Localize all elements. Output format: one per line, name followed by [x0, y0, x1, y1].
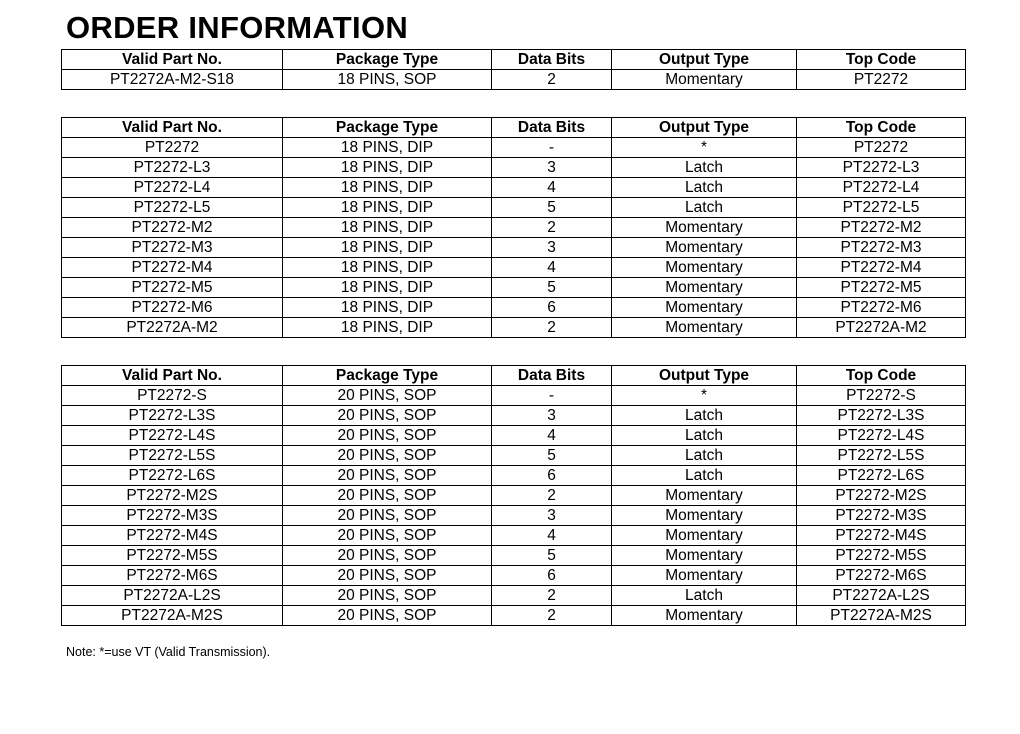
header-valid-part-no: Valid Part No.	[62, 50, 283, 70]
cell-valid-part-no: PT2272-M6S	[62, 566, 283, 586]
cell-top-code: PT2272-L4S	[797, 426, 966, 446]
cell-output-type: Latch	[612, 586, 797, 606]
cell-data-bits: 6	[492, 298, 612, 318]
cell-top-code: PT2272-M6	[797, 298, 966, 318]
cell-data-bits: 2	[492, 586, 612, 606]
cell-valid-part-no: PT2272-M4S	[62, 526, 283, 546]
cell-data-bits: 6	[492, 566, 612, 586]
cell-data-bits: 3	[492, 506, 612, 526]
order-table-dip-18	[61, 117, 966, 338]
table-row	[62, 566, 966, 586]
cell-output-type: Latch	[612, 426, 797, 446]
cell-package-type: 18 PINS, DIP	[283, 238, 492, 258]
order-table-sop-18	[61, 49, 966, 90]
cell-valid-part-no: PT2272-L4S	[62, 426, 283, 446]
cell-package-type: 18 PINS, DIP	[283, 318, 492, 338]
cell-package-type: 20 PINS, SOP	[283, 606, 492, 626]
cell-valid-part-no: PT2272-M3S	[62, 506, 283, 526]
cell-data-bits: 2	[492, 70, 612, 90]
cell-data-bits: 2	[492, 606, 612, 626]
table-body	[62, 70, 966, 90]
header-data-bits: Data Bits	[492, 366, 612, 386]
cell-output-type: Momentary	[612, 238, 797, 258]
cell-top-code: PT2272	[797, 138, 966, 158]
cell-top-code: PT2272-L5S	[797, 446, 966, 466]
cell-top-code: PT2272A-M2S	[797, 606, 966, 626]
cell-package-type: 20 PINS, SOP	[283, 546, 492, 566]
cell-data-bits: 4	[492, 258, 612, 278]
table-row	[62, 486, 966, 506]
cell-data-bits: 2	[492, 486, 612, 506]
cell-package-type: 18 PINS, DIP	[283, 138, 492, 158]
cell-top-code: PT2272A-M2	[797, 318, 966, 338]
footnote: Note: *=use VT (Valid Transmission).	[66, 645, 271, 659]
cell-package-type: 20 PINS, SOP	[283, 446, 492, 466]
cell-valid-part-no: PT2272	[62, 138, 283, 158]
cell-top-code: PT2272-L5	[797, 198, 966, 218]
cell-output-type: *	[612, 386, 797, 406]
cell-output-type: Momentary	[612, 70, 797, 90]
cell-package-type: 18 PINS, SOP	[283, 70, 492, 90]
cell-output-type: Latch	[612, 466, 797, 486]
cell-package-type: 20 PINS, SOP	[283, 406, 492, 426]
cell-top-code: PT2272-L4	[797, 178, 966, 198]
cell-valid-part-no: PT2272-L4	[62, 178, 283, 198]
cell-top-code: PT2272-M5	[797, 278, 966, 298]
cell-package-type: 18 PINS, DIP	[283, 298, 492, 318]
cell-data-bits: 4	[492, 178, 612, 198]
cell-data-bits: 3	[492, 406, 612, 426]
table-row	[62, 318, 966, 338]
table-row	[62, 546, 966, 566]
cell-valid-part-no: PT2272-S	[62, 386, 283, 406]
header-package-type: Package Type	[283, 50, 492, 70]
cell-valid-part-no: PT2272-M5S	[62, 546, 283, 566]
table-header	[62, 366, 966, 386]
cell-valid-part-no: PT2272-L5	[62, 198, 283, 218]
table-row	[62, 586, 966, 606]
header-row	[62, 118, 966, 138]
cell-valid-part-no: PT2272A-M2	[62, 318, 283, 338]
page-title: ORDER INFORMATION	[66, 10, 409, 45]
cell-top-code: PT2272A-L2S	[797, 586, 966, 606]
cell-package-type: 20 PINS, SOP	[283, 426, 492, 446]
table-header	[62, 50, 966, 70]
cell-package-type: 18 PINS, DIP	[283, 258, 492, 278]
table-row	[62, 506, 966, 526]
cell-top-code: PT2272-M3S	[797, 506, 966, 526]
table-row	[62, 178, 966, 198]
cell-valid-part-no: PT2272-L5S	[62, 446, 283, 466]
header-package-type: Package Type	[283, 366, 492, 386]
cell-data-bits: 6	[492, 466, 612, 486]
cell-top-code: PT2272-M4	[797, 258, 966, 278]
header-row	[62, 50, 966, 70]
cell-valid-part-no: PT2272-M6	[62, 298, 283, 318]
cell-top-code: PT2272-L3	[797, 158, 966, 178]
header-valid-part-no: Valid Part No.	[62, 118, 283, 138]
header-output-type: Output Type	[612, 50, 797, 70]
table-row	[62, 158, 966, 178]
cell-valid-part-no: PT2272-M4	[62, 258, 283, 278]
cell-top-code: PT2272-M6S	[797, 566, 966, 586]
cell-data-bits: 5	[492, 278, 612, 298]
header-top-code: Top Code	[797, 366, 966, 386]
cell-data-bits: 4	[492, 426, 612, 446]
table-body	[62, 138, 966, 338]
cell-output-type: Latch	[612, 446, 797, 466]
header-valid-part-no: Valid Part No.	[62, 366, 283, 386]
cell-output-type: Momentary	[612, 218, 797, 238]
cell-package-type: 18 PINS, DIP	[283, 178, 492, 198]
table-row	[62, 446, 966, 466]
cell-data-bits: 3	[492, 238, 612, 258]
cell-package-type: 20 PINS, SOP	[283, 386, 492, 406]
order-table-sop-20	[61, 365, 966, 626]
table-row	[62, 606, 966, 626]
cell-data-bits: 2	[492, 318, 612, 338]
table-body	[62, 386, 966, 626]
cell-package-type: 18 PINS, DIP	[283, 158, 492, 178]
cell-top-code: PT2272-L6S	[797, 466, 966, 486]
table-row	[62, 278, 966, 298]
cell-output-type: Latch	[612, 178, 797, 198]
table-row	[62, 70, 966, 90]
cell-valid-part-no: PT2272A-M2-S18	[62, 70, 283, 90]
cell-output-type: *	[612, 138, 797, 158]
cell-valid-part-no: PT2272-L6S	[62, 466, 283, 486]
cell-data-bits: 5	[492, 198, 612, 218]
header-data-bits: Data Bits	[492, 50, 612, 70]
table-row	[62, 198, 966, 218]
cell-top-code: PT2272	[797, 70, 966, 90]
table-row	[62, 426, 966, 446]
cell-valid-part-no: PT2272-M2S	[62, 486, 283, 506]
cell-output-type: Momentary	[612, 526, 797, 546]
cell-package-type: 20 PINS, SOP	[283, 566, 492, 586]
cell-valid-part-no: PT2272-M2	[62, 218, 283, 238]
header-row	[62, 366, 966, 386]
cell-data-bits: -	[492, 138, 612, 158]
header-data-bits: Data Bits	[492, 118, 612, 138]
cell-top-code: PT2272-S	[797, 386, 966, 406]
table-row	[62, 138, 966, 158]
cell-data-bits: 3	[492, 158, 612, 178]
cell-top-code: PT2272-M2S	[797, 486, 966, 506]
table-header	[62, 118, 966, 138]
cell-package-type: 18 PINS, DIP	[283, 218, 492, 238]
header-top-code: Top Code	[797, 118, 966, 138]
cell-output-type: Momentary	[612, 318, 797, 338]
cell-top-code: PT2272-M5S	[797, 546, 966, 566]
table-row	[62, 466, 966, 486]
cell-valid-part-no: PT2272-M5	[62, 278, 283, 298]
cell-data-bits: -	[492, 386, 612, 406]
cell-data-bits: 4	[492, 526, 612, 546]
cell-output-type: Momentary	[612, 546, 797, 566]
cell-valid-part-no: PT2272A-L2S	[62, 586, 283, 606]
cell-output-type: Momentary	[612, 278, 797, 298]
cell-data-bits: 5	[492, 446, 612, 466]
header-package-type: Package Type	[283, 118, 492, 138]
cell-output-type: Momentary	[612, 506, 797, 526]
header-output-type: Output Type	[612, 118, 797, 138]
cell-output-type: Momentary	[612, 566, 797, 586]
header-output-type: Output Type	[612, 366, 797, 386]
cell-package-type: 20 PINS, SOP	[283, 586, 492, 606]
cell-output-type: Momentary	[612, 486, 797, 506]
table-row	[62, 386, 966, 406]
cell-output-type: Latch	[612, 406, 797, 426]
table-row	[62, 258, 966, 278]
table-row	[62, 238, 966, 258]
cell-output-type: Latch	[612, 198, 797, 218]
cell-output-type: Momentary	[612, 606, 797, 626]
cell-top-code: PT2272-L3S	[797, 406, 966, 426]
cell-output-type: Latch	[612, 158, 797, 178]
cell-valid-part-no: PT2272-L3S	[62, 406, 283, 426]
cell-valid-part-no: PT2272A-M2S	[62, 606, 283, 626]
cell-top-code: PT2272-M2	[797, 218, 966, 238]
cell-package-type: 20 PINS, SOP	[283, 466, 492, 486]
cell-package-type: 20 PINS, SOP	[283, 526, 492, 546]
table-row	[62, 298, 966, 318]
cell-data-bits: 2	[492, 218, 612, 238]
table-row	[62, 406, 966, 426]
table-row	[62, 218, 966, 238]
cell-top-code: PT2272-M4S	[797, 526, 966, 546]
cell-data-bits: 5	[492, 546, 612, 566]
table-row	[62, 526, 966, 546]
cell-output-type: Momentary	[612, 258, 797, 278]
cell-package-type: 20 PINS, SOP	[283, 486, 492, 506]
cell-valid-part-no: PT2272-L3	[62, 158, 283, 178]
header-top-code: Top Code	[797, 50, 966, 70]
cell-output-type: Momentary	[612, 298, 797, 318]
cell-package-type: 20 PINS, SOP	[283, 506, 492, 526]
cell-package-type: 18 PINS, DIP	[283, 278, 492, 298]
cell-package-type: 18 PINS, DIP	[283, 198, 492, 218]
cell-valid-part-no: PT2272-M3	[62, 238, 283, 258]
cell-top-code: PT2272-M3	[797, 238, 966, 258]
